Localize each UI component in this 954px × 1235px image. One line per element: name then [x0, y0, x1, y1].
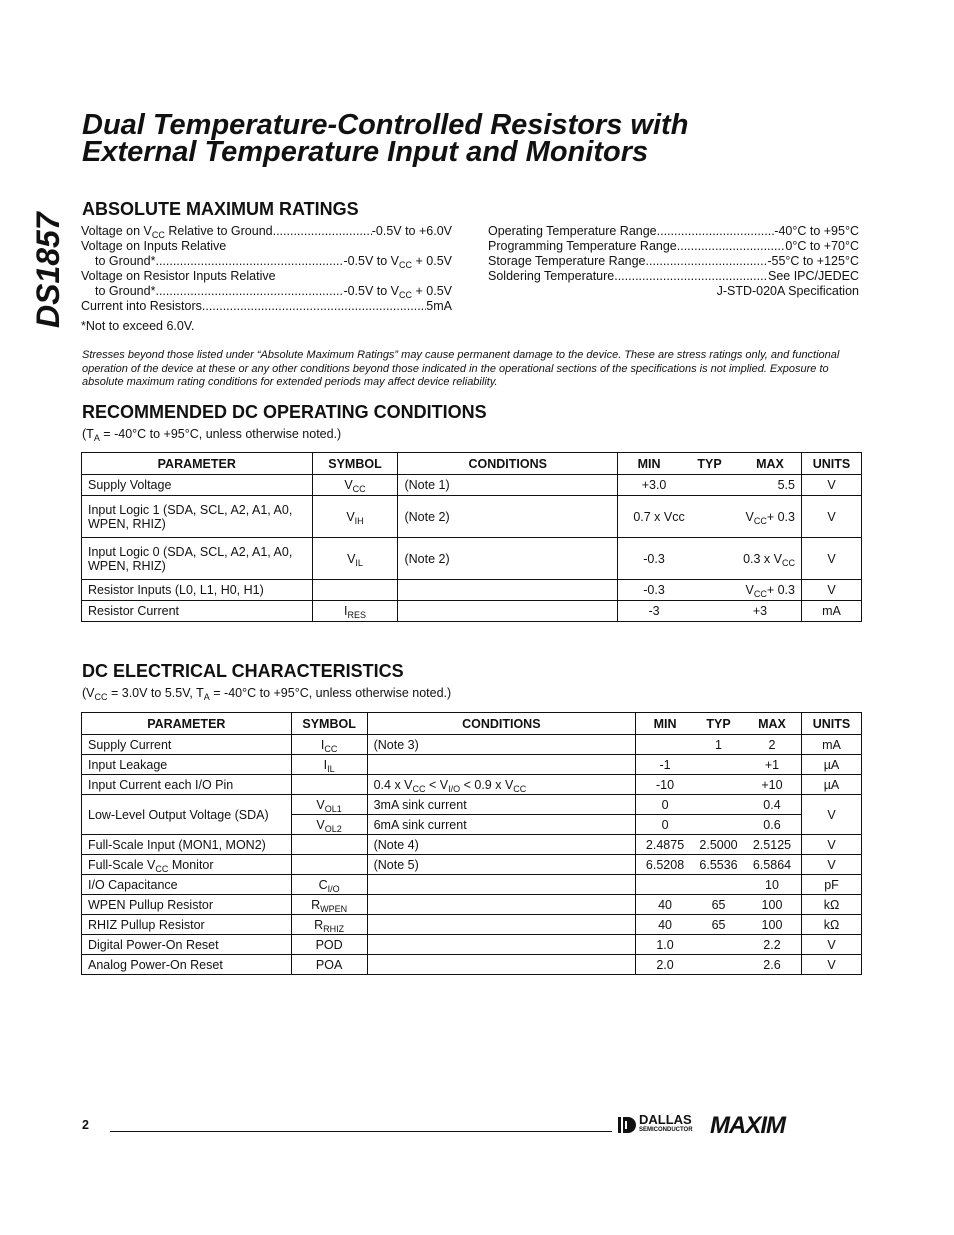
dce-table — [81, 712, 862, 975]
col-symbol: SYMBOL — [312, 453, 398, 475]
col-parameter: PARAMETER — [82, 453, 313, 475]
table-row: Low-Level Output Voltage (SDA) $V_{OL1}$ 3mA sink current 0 0.4 V — [82, 795, 862, 815]
col-min-typ-max: MIN TYP MAX — [618, 453, 802, 475]
amr-left-column: Voltage on $V_{CC}$ Relative to Ground ..... -0.5V to +6.0V Voltage on Inputs Relative to Ground* ..... -0.5V to $V_{CC} + 0.5V$ Voltage on Resistor Inputs Relative to Ground* ..... -0.5V to $V_{CC} + 0.5V$ Current into Resistors ..... 5mA *Not to exceed 6.0V. — [81, 224, 452, 334]
amr-heading: ABSOLUTE MAXIMUM RATINGS — [82, 199, 359, 219]
table-header-row — [82, 453, 862, 475]
table-row: Supply Current $I_{CC}$ (Note 3) 1 2 mA — [82, 735, 862, 755]
table-row: I/O Capacitance $C_{I/O}$ 10 pF — [82, 875, 862, 895]
table-row: Digital Power-On Reset POD 1.0 2.2 V — [82, 935, 862, 955]
maxim-logo: MAXIM — [710, 1112, 785, 1139]
col-units: UNITS — [801, 453, 861, 475]
table-row: Full-Scale $V_{CC}$ Monitor (Note 5) 6.5208 6.5536 6.5864 V — [82, 855, 862, 875]
footer-rule — [110, 1131, 612, 1132]
dallas-logo: DALLAS SEMICONDUCTOR — [618, 1114, 693, 1135]
rdc-conditions-note: ($T_A = -40^\circ C$ to +95°C, unless otherwise noted.) — [82, 427, 342, 443]
table-row: WPEN Pullup Resistor $R_{WPEN}$ 40 65 100 kΩ — [82, 895, 862, 915]
col-conditions: CONDITIONS — [398, 453, 618, 475]
table-row: Input Logic 0 (SDA, SCL, A2, A1, A0, WPEN, RHIZ) $V_{IL}$ (Note 2) -0.3 0.3 x $V_{CC}$ V — [82, 538, 862, 580]
amr-right-column: Operating Temperature Range ..... -40°C to +95°C Programming Temperature Range ..... 0°C to +70°C Storage Temperature Range ..... -55°C to +125°C Soldering Temperature ..... See IPC/JEDEC J-STD-020A Specification — [488, 224, 859, 299]
table-row: RHIZ Pullup Resistor $R_{RHIZ}$ 40 65 100 kΩ — [82, 915, 862, 935]
table-row: Input Current each I/O Pin 0.4 x $V_{CC} < V_{I/O} < 0.9$ x $V_{CC}$ -10 +10 µA — [82, 775, 862, 795]
table-row: Input Logic 1 (SDA, SCL, A2, A1, A0, WPEN, RHIZ) $V_{IH}$ (Note 2) 0.7 x Vcc $V_{CC}+ 0.3$ V — [82, 496, 862, 538]
table-row: Resistor Inputs (L0, L1, H0, H1) -0.3 $V_{CC}+ 0.3$ V — [82, 580, 862, 601]
table-header-row: PARAMETER SYMBOL CONDITIONS MIN TYP MAX UNITS — [82, 713, 862, 735]
rdc-table — [81, 452, 862, 622]
table-row: Analog Power-On Reset POA 2.0 2.6 V — [82, 955, 862, 975]
page-title: Dual Temperature-Controlled Resistors with External Temperature Input and Monitors — [82, 109, 689, 168]
table-row: Full-Scale Input (MON1, MON2) (Note 4) 2.4875 2.5000 2.5125 V — [82, 835, 862, 855]
table-row: Resistor Current $I_{RES}$ -3 +3 mA — [82, 601, 862, 622]
page-number: 2 — [82, 1118, 89, 1132]
dallas-logo-icon — [618, 1115, 636, 1135]
dce-conditions-note: ($V_{CC} = 3.0V$ to 5.5V, $T_A = -40^\circ C$ to +95°C, unless otherwise noted.) — [82, 686, 452, 702]
table-row: Supply Voltage $V_{CC}$ (Note 1) +3.0 5.5 V — [82, 475, 862, 496]
table-row: $V_{OL2}$ 6mA sink current 0 0.6 — [82, 815, 862, 835]
table-row: Input Leakage $I_{IL}$ -1 +1 µA — [82, 755, 862, 775]
stress-disclaimer: Stresses beyond those listed under “Absolute Maximum Ratings” may cause permanent damage to the device. These are stress ratings only, and functional operation of the device at these or any other conditions beyond those indicated in the operational sections of the specifications is not implied. Exposure to absolute maximum rating conditions for extended periods may affect device reliability. — [82, 349, 840, 388]
dce-heading: DC ELECTRICAL CHARACTERISTICS — [82, 661, 404, 681]
rdc-heading: RECOMMENDED DC OPERATING CONDITIONS — [82, 402, 487, 422]
side-part-number: DS1857 — [30, 212, 66, 328]
